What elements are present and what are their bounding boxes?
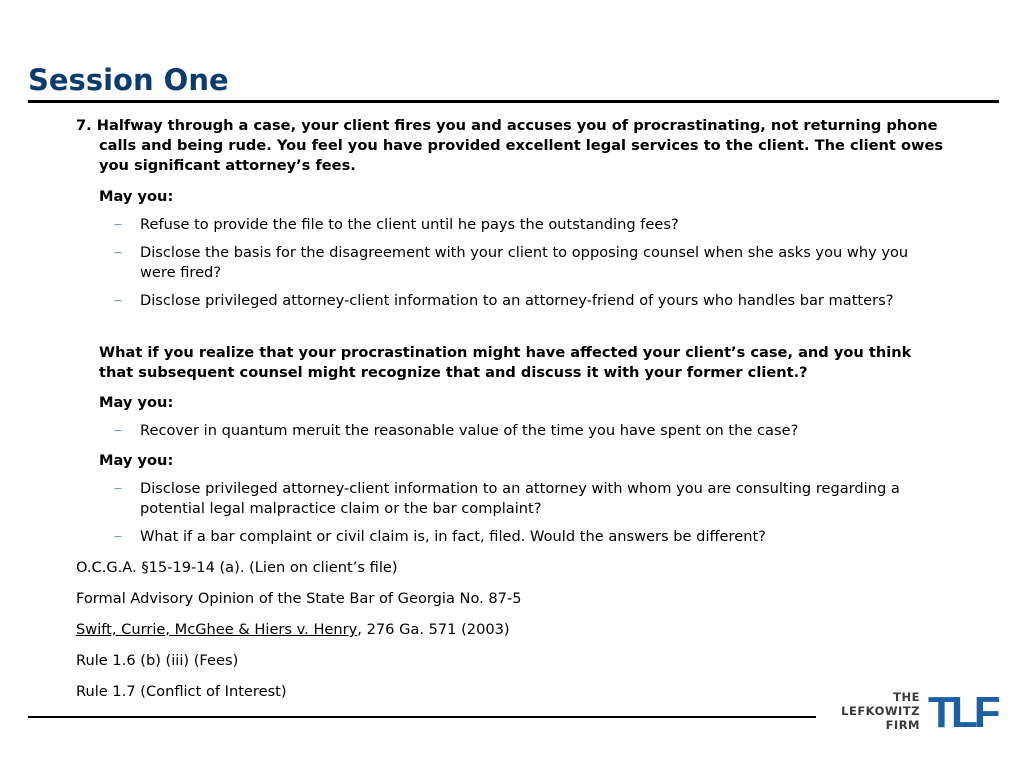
list-item: [114, 527, 940, 547]
logo-wordmark: [841, 690, 920, 732]
logo-mark-letters: TLF: [928, 688, 997, 737]
list-item: [114, 421, 940, 441]
what-if-question: What if you realize that your procrastination might have affected your client’s case, and you think that subsequent counsel might recognize that and discuss it with your former client.?: [99, 344, 912, 381]
logo-line-firm: FIRM: [885, 718, 920, 732]
case-name-link[interactable]: Swift, Currie, McGhee & Hiers v. Henry: [76, 621, 358, 638]
footer-divider: [28, 716, 816, 718]
may-you-heading-2: May you:: [99, 394, 174, 411]
may-you-heading-3: May you:: [99, 452, 174, 469]
question-7: 7. Halfway through a case, your client fires you and accuses you of procrastinating, not returning phone calls and being rude. You feel you have provided excellent legal services to the client. The client owes you significant attorney’s fees.: [76, 117, 944, 174]
reference-case: [76, 620, 1024, 640]
tlf-logo-icon: [928, 688, 1000, 737]
dash-bullet-icon: —: [114, 248, 122, 257]
list-item-text: What if a bar complaint or civil claim is, in fact, filed. Would the answers be different?: [140, 528, 766, 545]
reference-rule-1-7: Rule 1.7 (Conflict of Interest): [76, 683, 287, 700]
dash-bullet-icon: —: [114, 220, 122, 229]
list-item: [114, 215, 940, 235]
reference-ocga: O.C.G.A. §15-19-14 (a). (Lien on client’s file): [76, 559, 398, 576]
logo-line-the: THE: [893, 690, 920, 704]
reference-advisory-opinion: Formal Advisory Opinion of the State Bar of Georgia No. 87-5: [76, 590, 522, 607]
may-you-heading-1: May you:: [99, 188, 174, 205]
dash-bullet-icon: —: [114, 426, 122, 435]
dash-bullet-icon: —: [114, 296, 122, 305]
dash-bullet-icon: —: [114, 484, 122, 493]
slide-content: [0, 116, 1024, 702]
list-item: [114, 479, 940, 519]
title-divider: [28, 100, 999, 103]
reference-rule-1-6: Rule 1.6 (b) (iii) (Fees): [76, 652, 239, 669]
list-item-text: Refuse to provide the file to the client until he pays the outstanding fees?: [140, 216, 679, 233]
logo-line-lefkowitz: LEFKOWITZ: [841, 704, 920, 718]
list-item-text: Recover in quantum meruit the reasonable value of the time you have spent on the case?: [140, 422, 799, 439]
dash-bullet-icon: —: [114, 532, 122, 541]
case-citation: , 276 Ga. 571 (2003): [357, 621, 510, 638]
list-item: [114, 291, 940, 311]
list-item-text: Disclose privileged attorney-client information to an attorney with whom you are consulting regarding a potential legal malpractice claim or the bar complaint?: [140, 480, 900, 517]
slide-title: Session One: [28, 63, 229, 97]
firm-logo: [838, 690, 998, 736]
list-item: [114, 243, 940, 283]
list-item-text: Disclose the basis for the disagreement with your client to opposing counsel when she asks you why you were fired?: [140, 244, 909, 281]
list-item-text: Disclose privileged attorney-client information to an attorney-friend of yours who handles bar matters?: [140, 292, 894, 309]
